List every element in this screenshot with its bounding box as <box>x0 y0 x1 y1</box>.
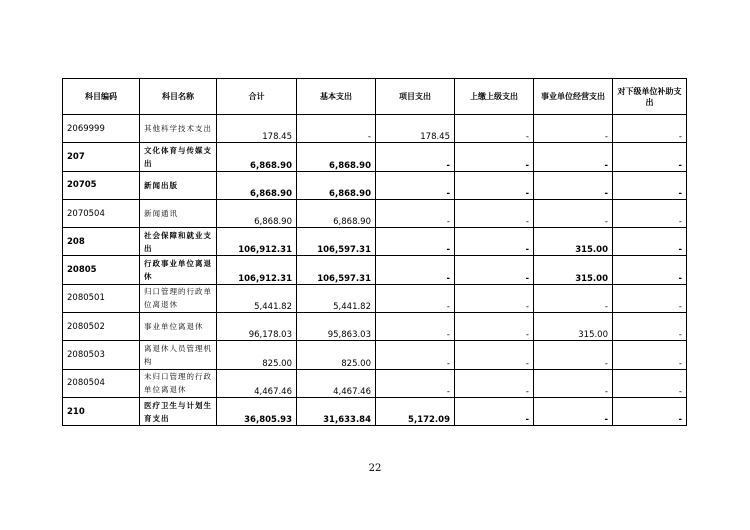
table-row <box>63 256 687 284</box>
cell-business: - <box>534 284 613 312</box>
cell-subject-code: 20805 <box>63 256 140 284</box>
header-total: 合计 <box>217 79 297 115</box>
cell-total: 6,868.90 <box>217 171 297 199</box>
header-basic-expenditure: 基本支出 <box>297 79 376 115</box>
cell-subsidy: - <box>613 171 687 199</box>
cell-project: - <box>376 199 455 227</box>
cell-basic: 5,441.82 <box>297 284 376 312</box>
cell-business: 315.00 <box>534 228 613 256</box>
cell-subject-name: 文化体育与传媒支出 <box>140 143 217 171</box>
cell-subject-code: 2080504 <box>63 369 140 397</box>
cell-upper: - <box>455 115 534 143</box>
cell-subject-name: 新闻出版 <box>140 171 217 199</box>
cell-subsidy: - <box>613 397 687 425</box>
cell-business: - <box>534 143 613 171</box>
cell-total: 825.00 <box>217 341 297 369</box>
cell-upper: - <box>455 228 534 256</box>
table-row <box>63 341 687 369</box>
table-row <box>63 143 687 171</box>
cell-subject-name: 医疗卫生与计划生育支出 <box>140 397 217 425</box>
header-upper-remit: 上缴上级支出 <box>455 79 534 115</box>
cell-total: 6,868.90 <box>217 143 297 171</box>
cell-business: - <box>534 115 613 143</box>
cell-subject-name: 未归口管理的行政单位离退休 <box>140 369 217 397</box>
cell-total: 36,805.93 <box>217 397 297 425</box>
cell-upper: - <box>455 199 534 227</box>
cell-project: 5,172.09 <box>376 397 455 425</box>
header-project-expenditure: 项目支出 <box>376 79 455 115</box>
table-row <box>63 171 687 199</box>
header-business-operation: 事业单位经营支出 <box>534 79 613 115</box>
cell-basic: 31,633.84 <box>297 397 376 425</box>
cell-upper: - <box>455 284 534 312</box>
cell-total: 106,912.31 <box>217 228 297 256</box>
table-row <box>63 199 687 227</box>
table-row <box>63 313 687 341</box>
cell-total: 106,912.31 <box>217 256 297 284</box>
cell-upper: - <box>455 256 534 284</box>
cell-project: - <box>376 341 455 369</box>
cell-subject-name: 归口管理的行政单位离退休 <box>140 284 217 312</box>
cell-subject-code: 2080502 <box>63 313 140 341</box>
cell-subject-name: 事业单位离退休 <box>140 313 217 341</box>
cell-total: 178.45 <box>217 115 297 143</box>
cell-subject-code: 2080501 <box>63 284 140 312</box>
cell-upper: - <box>455 341 534 369</box>
cell-total: 4,467.46 <box>217 369 297 397</box>
cell-upper: - <box>455 143 534 171</box>
table-row <box>63 397 687 425</box>
cell-subsidy: - <box>613 143 687 171</box>
cell-business: - <box>534 341 613 369</box>
cell-upper: - <box>455 397 534 425</box>
cell-subject-name: 离退休人员管理机构 <box>140 341 217 369</box>
cell-subsidy: - <box>613 313 687 341</box>
page-number: 22 <box>368 463 382 474</box>
cell-subject-name: 新闻通讯 <box>140 199 217 227</box>
cell-business: - <box>534 171 613 199</box>
cell-basic: 106,597.31 <box>297 228 376 256</box>
cell-subject-code: 2080503 <box>63 341 140 369</box>
table-row <box>63 228 687 256</box>
cell-project: - <box>376 313 455 341</box>
cell-total: 5,441.82 <box>217 284 297 312</box>
table-row <box>63 115 687 143</box>
cell-business: 315.00 <box>534 256 613 284</box>
cell-basic: 4,467.46 <box>297 369 376 397</box>
cell-business: - <box>534 397 613 425</box>
cell-project: - <box>376 369 455 397</box>
cell-subject-code: 20705 <box>63 171 140 199</box>
cell-project: 178.45 <box>376 115 455 143</box>
table-row <box>63 284 687 312</box>
cell-project: - <box>376 284 455 312</box>
cell-upper: - <box>455 369 534 397</box>
cell-subsidy: - <box>613 228 687 256</box>
cell-subject-name: 行政事业单位离退休 <box>140 256 217 284</box>
cell-business: - <box>534 199 613 227</box>
header-subject-code: 科目编码 <box>63 79 140 115</box>
cell-project: - <box>376 228 455 256</box>
cell-subject-code: 210 <box>63 397 140 425</box>
cell-business: 315.00 <box>534 313 613 341</box>
cell-total: 6,868.90 <box>217 199 297 227</box>
cell-project: - <box>376 171 455 199</box>
cell-subject-code: 207 <box>63 143 140 171</box>
cell-basic: 6,868.90 <box>297 199 376 227</box>
cell-subject-code: 2070504 <box>63 199 140 227</box>
cell-subsidy: - <box>613 369 687 397</box>
header-row <box>63 79 687 115</box>
cell-subject-code: 208 <box>63 228 140 256</box>
cell-project: - <box>376 256 455 284</box>
cell-basic: 106,597.31 <box>297 256 376 284</box>
cell-subsidy: - <box>613 199 687 227</box>
cell-subject-name: 其他科学技术支出 <box>140 115 217 143</box>
cell-project: - <box>376 143 455 171</box>
cell-business: - <box>534 369 613 397</box>
cell-basic: 825.00 <box>297 341 376 369</box>
cell-total: 96,178.03 <box>217 313 297 341</box>
cell-subject-name: 社会保障和就业支出 <box>140 228 217 256</box>
expenditure-table <box>62 78 687 426</box>
cell-upper: - <box>455 313 534 341</box>
header-subsidy-lower: 对下级单位补助支出 <box>613 79 687 115</box>
table-row <box>63 369 687 397</box>
cell-basic: 95,863.03 <box>297 313 376 341</box>
cell-basic: 6,868.90 <box>297 143 376 171</box>
cell-subsidy: - <box>613 256 687 284</box>
cell-basic: - <box>297 115 376 143</box>
cell-subsidy: - <box>613 341 687 369</box>
cell-subsidy: - <box>613 284 687 312</box>
cell-basic: 6,868.90 <box>297 171 376 199</box>
cell-subsidy: - <box>613 115 687 143</box>
cell-upper: - <box>455 171 534 199</box>
header-subject-name: 科目名称 <box>140 79 217 115</box>
cell-subject-code: 2069999 <box>63 115 140 143</box>
